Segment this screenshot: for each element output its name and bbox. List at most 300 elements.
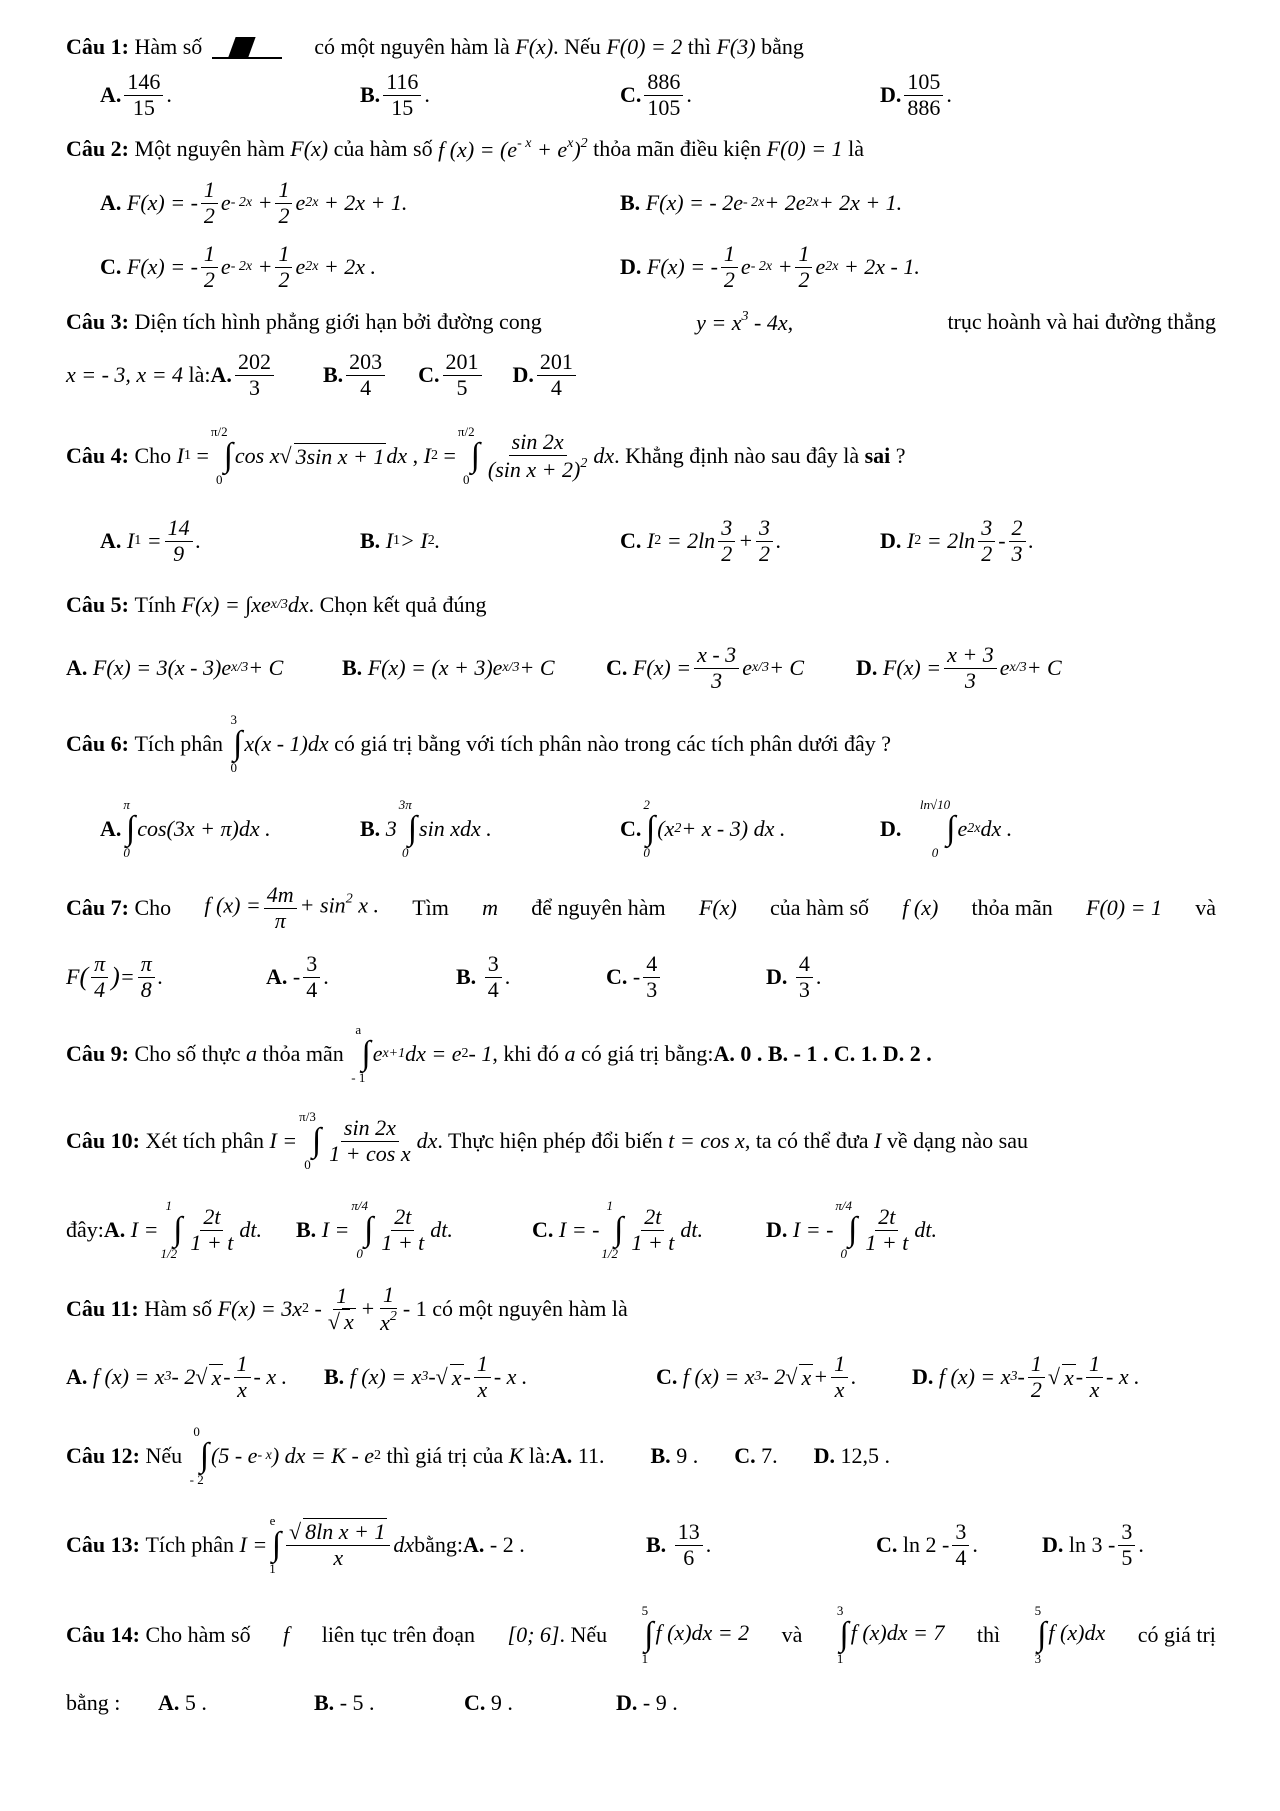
denominator: 3	[1011, 540, 1023, 566]
numerator: 1	[795, 242, 812, 267]
q2-option-b	[620, 190, 902, 216]
expr: 3	[385, 816, 397, 841]
denominator: 2	[759, 540, 771, 566]
option-label: A.	[158, 1690, 180, 1715]
fraction	[796, 952, 813, 1001]
q6-stem	[66, 702, 1216, 786]
option-label: C.	[620, 82, 642, 107]
q11-option-d: D. f (x) = x 3 - $\frac{1}{2}$ √ x - $\frac{1}{x}$ - x .	[912, 1351, 1140, 1402]
fraction	[904, 70, 943, 119]
denominator: 6	[683, 1544, 695, 1570]
q6-option-c	[620, 797, 785, 861]
denominator: 8	[140, 976, 152, 1002]
expr: .	[972, 1532, 978, 1557]
sqrt-content: x	[1063, 1364, 1074, 1390]
expr: + C	[519, 655, 555, 680]
lower-bound: 0	[840, 1246, 847, 1261]
expr: f (x)dx = 7	[850, 1620, 945, 1646]
expr: .	[851, 1364, 857, 1389]
numerator: 202	[235, 350, 274, 375]
option-label: C.	[876, 1532, 898, 1557]
q5-text-1: Tính	[134, 592, 177, 617]
i1-symbol: I	[176, 443, 184, 468]
q1-label: Câu 1:	[66, 34, 129, 59]
lower-bound: 0	[401, 845, 409, 860]
q4-q: ?	[895, 443, 906, 468]
fraction	[383, 70, 421, 119]
fraction	[944, 643, 997, 692]
numerator: 2	[1009, 516, 1026, 541]
denominator: x	[1089, 1376, 1100, 1402]
option-label: C.	[734, 1443, 756, 1468]
option-label: A.	[100, 82, 122, 107]
exponent: x/3	[1009, 660, 1027, 675]
q10-text-2: . Thực hiện phép đổi biến	[437, 1128, 663, 1153]
upper-bound: 0	[193, 1424, 200, 1439]
q10-option-c	[532, 1198, 703, 1262]
q10-label: Câu 10:	[66, 1128, 140, 1153]
expr: .	[157, 964, 164, 989]
option-label: D.	[912, 1364, 934, 1389]
expr: .	[931, 1217, 937, 1242]
expr: -	[314, 1296, 322, 1321]
q7-m: m	[482, 895, 499, 920]
fraction	[275, 242, 292, 291]
q4-sai: sai	[864, 443, 891, 468]
exponent: 2x	[825, 259, 839, 274]
exponent: 2x	[305, 195, 319, 210]
expr: F(x) =	[882, 655, 942, 680]
option-label: A.	[103, 1217, 126, 1242]
expr: .	[776, 528, 782, 553]
expr: -	[1075, 1364, 1084, 1389]
exponent: 2x	[805, 195, 819, 210]
lower-bound: - 1	[351, 1070, 366, 1085]
q4-label: Câu 4:	[66, 443, 129, 468]
upper-bound: a	[355, 1022, 362, 1037]
q12-text-3: là:	[528, 1443, 551, 1468]
q10-option-b	[296, 1198, 453, 1262]
q1-stem	[66, 30, 1216, 64]
expr: I	[385, 528, 394, 553]
fraction	[138, 952, 155, 1001]
upper-bound: e	[269, 1513, 276, 1528]
numerator: 201	[443, 350, 482, 375]
expr: .	[1138, 1532, 1144, 1557]
fraction	[795, 242, 812, 291]
numerator: 4	[643, 952, 660, 977]
option-label: B.	[456, 964, 477, 989]
q2-function	[438, 136, 588, 163]
denominator: x	[237, 1376, 247, 1402]
q2-stem	[66, 126, 1216, 172]
fraction	[201, 178, 218, 227]
q11-option-b: B. f (x) = x 3 - √ x - $\frac{1}{x}$ - x .	[324, 1351, 528, 1402]
q2-option-d	[620, 242, 920, 291]
expr: -	[1017, 1364, 1025, 1389]
integral: π 0 ∫	[123, 797, 136, 860]
numerator: 1	[1028, 1352, 1045, 1377]
exponent: 3	[1010, 1369, 1018, 1384]
numerator: 1	[1086, 1352, 1103, 1377]
denominator: 15	[132, 94, 155, 120]
lower-bound: 0	[123, 845, 130, 860]
numerator: 146	[124, 70, 163, 95]
expr: f (x)dx	[1048, 1620, 1106, 1646]
q1-text-1: Hàm số	[134, 34, 203, 59]
q7-text-5: thỏa mãn	[971, 895, 1053, 920]
integral: 2 0 ∫	[643, 797, 656, 860]
fraction	[831, 1352, 848, 1401]
q11-options	[66, 1342, 1216, 1412]
q7-text-1: Cho	[134, 895, 172, 920]
q7-option-c	[606, 952, 663, 1001]
denominator: x	[477, 1376, 488, 1402]
expr: I	[906, 528, 915, 553]
integral: 3 0 ∫	[230, 712, 243, 775]
sqrt-content: 3sin x + 1	[295, 443, 385, 469]
option-label: A.	[550, 1443, 573, 1468]
expr: dx .	[980, 816, 1013, 841]
upper-bound: 3π	[398, 797, 412, 812]
numerator: 2t	[391, 1205, 414, 1230]
numerator: 105	[904, 70, 943, 95]
expr: +	[257, 190, 273, 215]
numerator: 3	[485, 952, 502, 977]
integral: π/2 0 ∫	[457, 424, 480, 487]
q10-option-d	[766, 1198, 937, 1262]
sqrt-content: 8ln x + 1	[305, 1519, 386, 1545]
expr: .	[1028, 528, 1035, 553]
q3-text-2: trục hoành và hai đường thẳng	[947, 309, 1216, 334]
numerator: 1	[380, 1283, 397, 1308]
integral: π/2 0 ∫	[210, 424, 233, 487]
numerator: 3	[718, 516, 735, 541]
fraction	[485, 430, 590, 481]
q6-label: Câu 6:	[66, 731, 129, 756]
integral: e 1 ∫	[269, 1513, 282, 1576]
exponent: 2	[461, 1046, 469, 1061]
numerator: 4	[796, 952, 813, 977]
q9-stem	[66, 1010, 1216, 1098]
upper-bound: 5	[641, 1603, 649, 1618]
option-label: A.	[100, 816, 122, 841]
exponent: 2	[302, 1301, 310, 1316]
option-label: B.	[650, 1443, 671, 1468]
option-label: C.	[606, 964, 628, 989]
q1-text-3: . Nếu	[553, 34, 601, 59]
option-label: B.	[646, 1532, 667, 1557]
q1-text-2: có một nguyên hàm là	[314, 34, 510, 59]
q14-integral-2: 3 1 ∫ f (x)dx = 7	[836, 1603, 945, 1666]
expr: F(x) = -	[126, 254, 198, 279]
numerator: 203	[346, 350, 385, 375]
denominator: 3	[248, 374, 260, 400]
denominator: 3	[711, 667, 723, 693]
q7-text-4: của hàm số	[770, 895, 869, 920]
lower-bound: 1	[641, 1651, 649, 1666]
denominator: 2	[721, 540, 733, 566]
q3-options	[66, 344, 1216, 406]
lower-bound: 0	[230, 760, 238, 775]
q3-option-d	[537, 350, 576, 399]
q1-option-d: D. $\frac{105}{886}$ .	[880, 69, 952, 120]
fraction	[124, 70, 163, 119]
q14-option-b	[314, 1690, 375, 1716]
fraction	[303, 952, 320, 1001]
q12-label: Câu 12:	[66, 1443, 140, 1468]
expr: +	[361, 1296, 375, 1321]
subscript: 2	[430, 448, 438, 463]
exponent: 3	[741, 308, 749, 324]
exponent: 3	[164, 1369, 172, 1384]
q4-text-1: Cho	[134, 443, 172, 468]
upper-bound: π/2	[457, 424, 475, 439]
exponent: - 2x	[230, 195, 253, 210]
q4-option-a	[100, 516, 201, 565]
q4-stem: Câu 4: Cho I 1 = π/2 0 ∫ cos x √ 3sin x + 1 dx , I 2 = π/2 0 ∫ $\frac{\sin 2x}{(\sin x + 2)^2}$ dx . Khẳng định nào sau đây là sai ?	[66, 424, 906, 487]
expr: F(x) =	[632, 655, 692, 680]
q9-options: A. 0 . B. - 1 . C. 1. D. 2 .	[713, 1041, 932, 1066]
denominator: 3	[646, 976, 658, 1002]
expr: .	[697, 1217, 703, 1242]
numerator: 1	[474, 1352, 491, 1377]
q7-condition-2: F ( $\frac{\pi}{4}$ ) = $\frac{\pi}{8}$ .	[66, 951, 164, 1002]
fraction	[694, 643, 739, 692]
q14-label: Câu 14:	[66, 1622, 140, 1647]
q13-label: Câu 13:	[66, 1532, 140, 1557]
exponent: 2	[580, 135, 588, 151]
expr: e	[999, 655, 1010, 680]
option-label: B.	[296, 1217, 317, 1242]
lower-bound: 0	[643, 845, 650, 860]
exponent: 3	[421, 1369, 429, 1384]
q9-text-3: , khi đó	[492, 1041, 559, 1066]
expr: (5 - e	[211, 1443, 258, 1468]
expr: e	[372, 1041, 383, 1066]
option-label: B.	[314, 1690, 335, 1715]
q1-option-b: B. $\frac{116}{15}$ .	[360, 69, 430, 120]
denominator: 4	[306, 976, 318, 1002]
subscript: 1	[183, 448, 191, 463]
option-label: B.	[324, 1364, 345, 1389]
numerator: 3	[1118, 1520, 1135, 1545]
expr: + 2x - 1.	[843, 254, 920, 279]
lower-bound: 0	[215, 472, 223, 487]
expr: cos(3x + π)dx .	[137, 816, 271, 841]
denominator: 1 + t	[631, 1229, 675, 1255]
q9-text-1: Cho số thực	[134, 1041, 241, 1066]
integral: ln√10 0 ∫	[919, 797, 956, 860]
q3-curve	[696, 309, 793, 336]
option-label: C.	[620, 528, 642, 553]
q6-option-d	[880, 797, 1012, 861]
subscript: 2	[914, 533, 922, 548]
option-value: - 5 .	[339, 1690, 375, 1715]
expr: sin xdx .	[419, 816, 492, 841]
q7-options	[66, 944, 1216, 1010]
q14-options	[66, 1680, 1216, 1726]
q11-label: Câu 11:	[66, 1296, 139, 1321]
q12-text-2: thì giá trị của	[386, 1443, 504, 1468]
expr: e	[815, 254, 826, 279]
fraction: $\frac{\text{√ 8ln x + 1}}{x}$	[286, 1520, 390, 1569]
denominator: 2	[798, 266, 810, 292]
fraction	[952, 1520, 969, 1569]
q1-text-5: bằng	[761, 34, 804, 59]
option-label: D.	[766, 964, 788, 989]
expr: .	[195, 528, 202, 553]
expr: f (x) = (e	[438, 136, 518, 162]
q3-option-b	[346, 350, 385, 399]
q14-option-c	[464, 1690, 513, 1716]
numerator: 886	[644, 70, 683, 95]
q5-option-a	[66, 655, 283, 681]
q11-stem	[66, 1276, 1216, 1342]
numerator: 1	[234, 1352, 251, 1377]
expr: e	[740, 254, 751, 279]
option-label: C.	[100, 254, 122, 279]
denominator: x	[380, 1309, 390, 1335]
exponent: 2	[374, 1448, 382, 1463]
q3-label: Câu 3:	[66, 309, 129, 334]
option-label: C.	[656, 1364, 678, 1389]
expr: + 2e	[764, 190, 806, 215]
q9-a: a	[246, 1041, 257, 1066]
expr: dx	[386, 443, 408, 468]
q1-Fx: F(x)	[515, 34, 554, 59]
fraction	[91, 952, 108, 1001]
upper-bound: π/3	[299, 1109, 316, 1124]
exponent: x	[567, 135, 574, 151]
exponent: - 2x	[742, 195, 765, 210]
numerator: 1	[275, 178, 292, 203]
sqrt-content: x	[211, 1364, 222, 1390]
denominator: 15	[391, 94, 414, 120]
option-value: - 9 .	[642, 1690, 678, 1715]
expr: F(x) = 3(x - 3)e	[92, 655, 232, 680]
fraction	[377, 1283, 400, 1334]
q14-text-4: có giá trị	[1137, 1622, 1216, 1647]
q11-text-2: có một nguyên hàm là	[432, 1296, 628, 1321]
expr: (x	[657, 816, 675, 841]
numerator: 1	[831, 1352, 848, 1377]
option-label: A.	[210, 362, 232, 387]
document-page	[66, 30, 1216, 1726]
expr: + 2x + 1.	[323, 190, 408, 215]
q3-text-1: Diện tích hình phẳng giới hạn bởi đường cong	[134, 309, 542, 334]
q2-condition: F(0) = 1	[766, 136, 843, 161]
lower-bound: 0	[356, 1246, 363, 1261]
lower-bound: 0	[462, 472, 470, 487]
q12-option-b: 9 .	[676, 1443, 699, 1468]
denominator: 3	[964, 667, 976, 693]
expr: F(x) = 3x	[217, 1296, 303, 1321]
expr: +	[777, 254, 793, 279]
option-label: D.	[813, 1443, 835, 1468]
q14-text-1: Cho hàm số	[145, 1622, 251, 1647]
fraction	[1028, 1352, 1045, 1401]
exponent: 2	[674, 821, 682, 836]
fraction	[862, 1205, 911, 1254]
expr: + 2x + 1.	[818, 190, 903, 215]
expr: I	[126, 528, 135, 553]
expr: f (x) =	[204, 893, 261, 919]
q5-label: Câu 5:	[66, 592, 129, 617]
numerator: 2t	[200, 1205, 223, 1230]
upper-bound: 1	[165, 1198, 173, 1213]
fraction	[474, 1352, 491, 1401]
denominator: 5	[456, 374, 468, 400]
option-label: C.	[532, 1217, 554, 1242]
numerator: 13	[675, 1520, 703, 1545]
expr: F(x) = -	[126, 190, 198, 215]
expr: f (x)dx = 2	[655, 1620, 750, 1646]
expr: dx	[416, 1128, 438, 1153]
option-label: C.	[606, 655, 628, 680]
q13-stem	[66, 1500, 1216, 1590]
expr: e	[220, 190, 231, 215]
option-label: D.	[880, 816, 902, 841]
q13-option-c	[876, 1520, 978, 1569]
exponent: - x	[257, 1448, 272, 1463]
option-label: A.	[66, 1364, 88, 1389]
lower-bound: - 2	[189, 1472, 204, 1487]
numerator: 1	[201, 242, 218, 267]
q14-f: f	[283, 1622, 290, 1647]
subscript: 1	[134, 533, 142, 548]
denominator: 4	[487, 976, 499, 1002]
q2-text-3: thỏa mãn điều kiện	[593, 136, 762, 161]
upper-bound: 3	[230, 712, 238, 727]
option-label: D.	[1042, 1532, 1064, 1557]
q5-text-2: . Chọn kết quả đúng	[308, 592, 487, 617]
q7-label: Câu 7:	[66, 895, 129, 920]
q10-I: I	[874, 1128, 882, 1153]
q11-option-c: C. f (x) = x 3 - 2 √ x + $\frac{1}{x}$ .	[656, 1351, 857, 1402]
expr: ,	[412, 443, 419, 468]
denominator: 1 + t	[381, 1229, 425, 1255]
option-value: 5 .	[184, 1690, 207, 1715]
upper-bound: ln√10	[919, 797, 951, 812]
q7-condition: F(0) = 1	[1086, 895, 1162, 920]
integral: a - 1 ∫	[351, 1022, 371, 1085]
denominator: (sin x + 2)	[487, 456, 581, 482]
upper-bound: 1	[606, 1198, 613, 1213]
q10-stem	[66, 1098, 1216, 1184]
expr: ln 2 -	[902, 1532, 950, 1557]
option-label: D.	[766, 1217, 788, 1242]
numerator: 4m	[264, 883, 297, 908]
denominator: 1 + cos x	[329, 1140, 411, 1166]
q5-options	[66, 634, 1216, 702]
option-label: A.	[100, 528, 122, 553]
expr: dx	[593, 443, 615, 468]
q1-F3: F(3)	[716, 34, 756, 59]
q3-option-c	[443, 350, 482, 399]
integral: π/3 0 ∫	[299, 1109, 322, 1172]
q10-text-1: Xét tích phân	[145, 1128, 264, 1153]
q12-option-d: 12,5 .	[840, 1443, 890, 1468]
q4-option-c	[620, 516, 782, 565]
expr: =	[119, 964, 135, 989]
lower-bound: 1/2	[601, 1246, 619, 1261]
upper-bound: π/4	[835, 1198, 853, 1213]
integral: 1 1/2 ∫	[601, 1198, 624, 1261]
numerator: sin 2x	[341, 1116, 399, 1141]
q14-integral-1: 5 1 ∫ f (x)dx = 2	[641, 1603, 750, 1666]
expr: - x .	[1106, 1364, 1140, 1389]
